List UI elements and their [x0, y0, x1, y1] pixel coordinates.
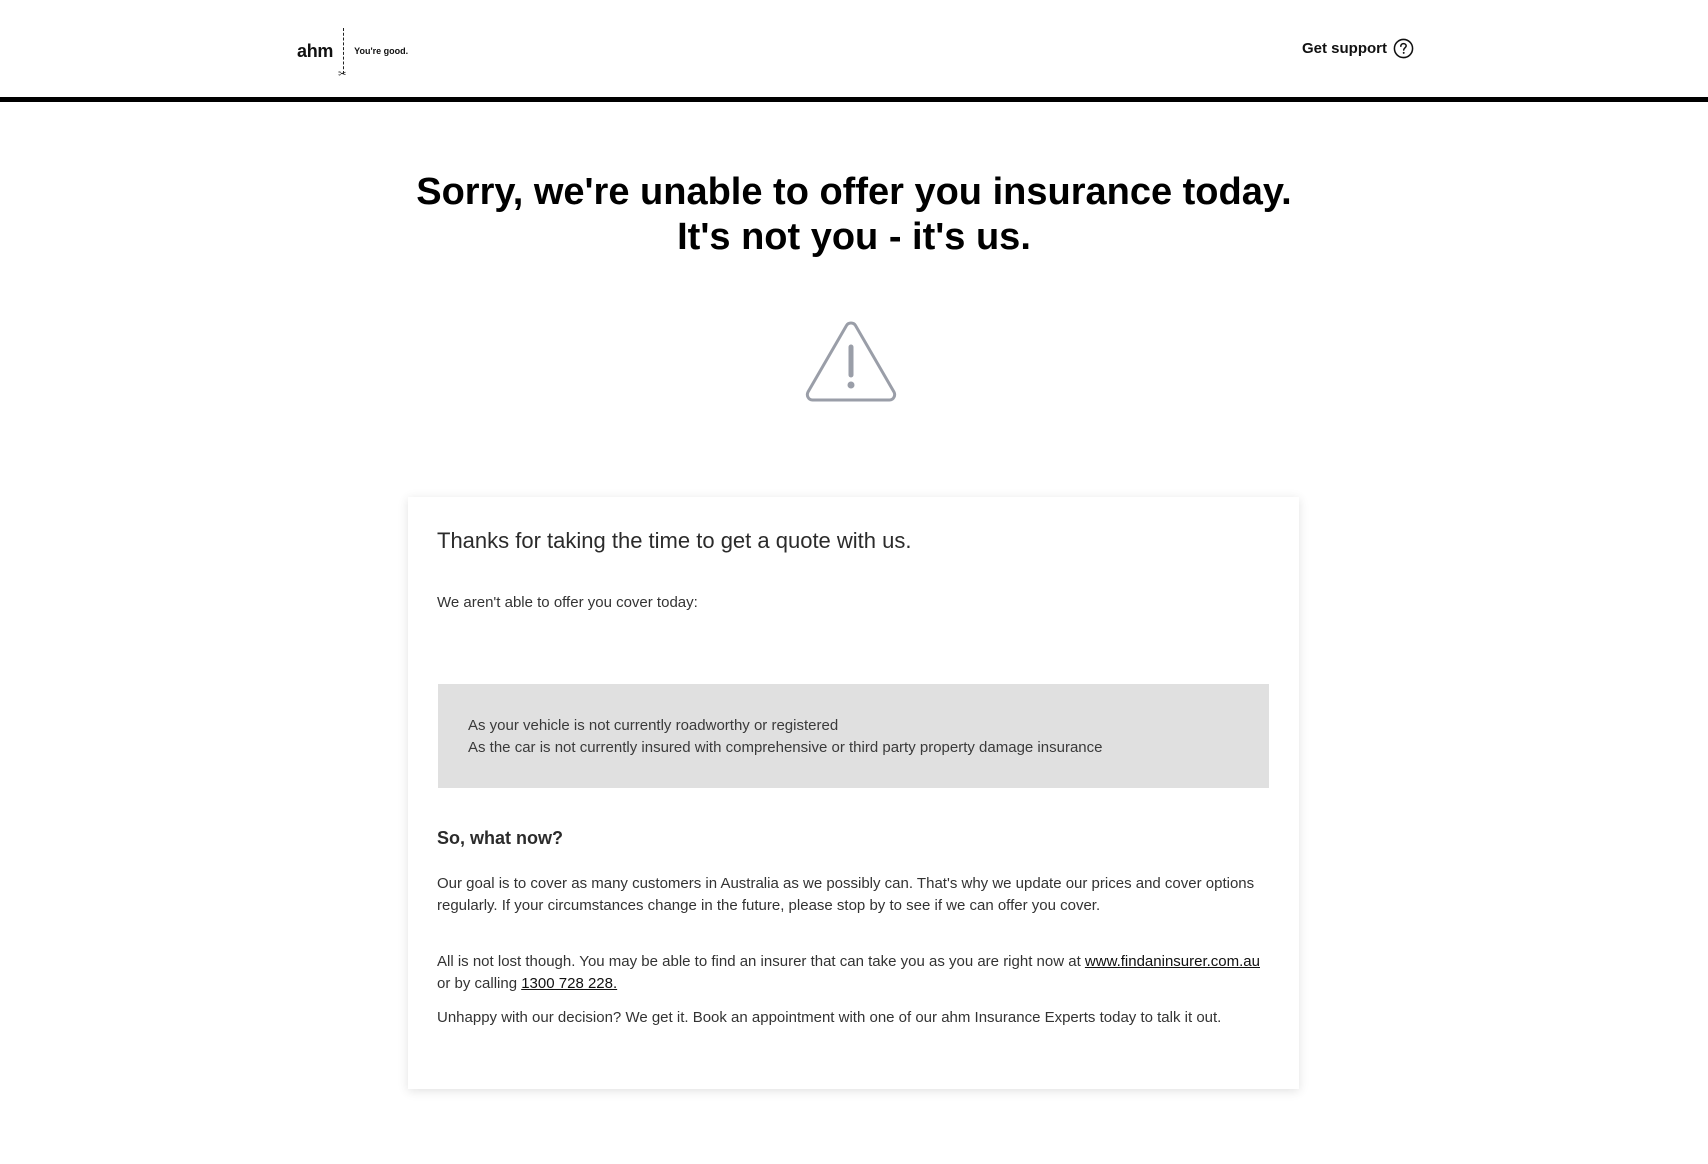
- get-support-link[interactable]: [1302, 38, 1414, 59]
- card-title: Thanks for taking the time to get a quote with us.: [437, 528, 912, 553]
- alternative-insurer-paragraph: [437, 951, 1267, 995]
- decline-reasons-box: [438, 684, 1269, 788]
- ahm-logo[interactable]: [297, 27, 409, 80]
- alternative-insurer-text: All is not lost though. You may be able to find an insurer that can take you as you are right now at: [437, 953, 1085, 970]
- warning-triangle-icon: [804, 320, 898, 404]
- page-title-line-2: It's not you - it's us.: [677, 216, 1031, 258]
- what-now-heading: So, what now?: [437, 828, 563, 848]
- logo-wordmark: ahm: [297, 40, 334, 61]
- logo-divider: [338, 28, 347, 80]
- phone-link[interactable]: 1300 728 228.: [521, 975, 618, 992]
- decline-reason: As your vehicle is not currently roadworthy or registered: [468, 717, 839, 734]
- get-support-label: Get support: [1302, 40, 1387, 57]
- decline-reason: As the car is not currently insured with comprehensive or third party property damage insurance: [468, 739, 1103, 756]
- logo-tagline: You're good.: [354, 46, 409, 56]
- findaninsurer-link[interactable]: www.findaninsurer.com.au: [1084, 953, 1260, 970]
- goal-paragraph: Our goal is to cover as many customers in Australia as we possibly can. That's why we update our prices and cover options regularly. If your circumstances change in the future, please stop by to see if we can offer you cover.: [437, 875, 1255, 914]
- question-circle-icon: [1393, 38, 1414, 59]
- page-title-line-1: Sorry, we're unable to offer you insurance today.: [416, 171, 1292, 213]
- decline-card: [408, 497, 1299, 1089]
- unhappy-paragraph: Unhappy with our decision? We get it. Book an appointment with one of our ahm Insurance Experts today to talk it out.: [437, 1009, 1222, 1026]
- card-intro: We aren't able to offer you cover today:: [437, 594, 698, 611]
- page-title: [0, 170, 1708, 260]
- scissors-icon: ✂: [338, 69, 347, 80]
- site-header: [0, 0, 1708, 102]
- calling-text: or by calling: [437, 975, 522, 992]
